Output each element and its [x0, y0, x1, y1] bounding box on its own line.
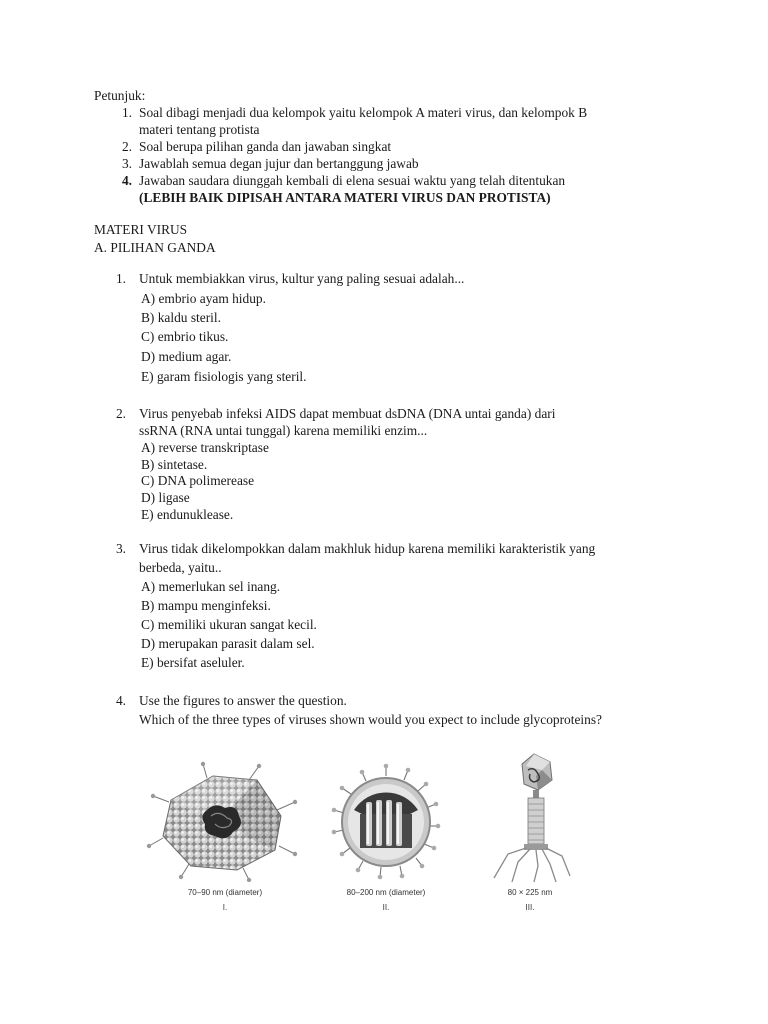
- question-text: Virus tidak dikelompokkan dalam makhluk hidup karena memiliki karakteristik yang: [139, 541, 596, 556]
- question-text: Untuk membiakkan virus, kultur yang paling sesuai adalah...: [139, 271, 465, 286]
- answer-option: D) merupakan parasit dalam sel.: [141, 636, 315, 651]
- bacteriophage-icon: [484, 750, 574, 884]
- adenovirus-icon: [145, 760, 305, 882]
- question-text: Use the figures to answer the question.: [139, 693, 347, 708]
- answer-option: B) sintetase.: [141, 457, 208, 472]
- answer-option: A) embrio ayam hidup.: [141, 291, 266, 306]
- instruction-emphasis: (LEBIH BAIK DIPISAH ANTARA MATERI VIRUS DAN PROTISTA): [139, 190, 551, 205]
- question-text: berbeda, yaitu..: [139, 560, 222, 575]
- instruction-text: Jawablah semua degan jujur dan bertanggung jawab: [139, 156, 419, 171]
- answer-option: A) reverse transkriptase: [141, 440, 269, 455]
- question-number: 2.: [115, 406, 126, 421]
- instructions-heading: Petunjuk:: [94, 88, 146, 103]
- answer-option: E) bersifat aseluler.: [141, 655, 245, 670]
- instruction-text: Jawaban saudara diunggah kembali di elena sesuai waktu yang telah ditentukan: [139, 173, 566, 188]
- section-subtitle: A. PILIHAN GANDA: [94, 240, 216, 255]
- answer-option: D) medium agar.: [141, 349, 232, 364]
- figure-roman-label: II.: [382, 903, 390, 912]
- figure-roman-label: I.: [222, 903, 228, 912]
- instruction-number: 3.: [121, 156, 132, 171]
- instruction-text: materi tentang protista: [139, 122, 260, 137]
- answer-option: E) endunuklease.: [141, 507, 234, 522]
- question-text: Which of the three types of viruses shown would you expect to include glycoproteins?: [139, 712, 602, 727]
- section-title: MATERI VIRUS: [94, 222, 188, 237]
- question-text: Virus penyebab infeksi AIDS dapat membuat dsDNA (DNA untai ganda) dari: [139, 406, 556, 421]
- answer-option: E) garam fisiologis yang steril.: [141, 369, 307, 384]
- instruction-number: 2.: [121, 139, 132, 154]
- answer-option: A) memerlukan sel inang.: [141, 579, 281, 594]
- answer-option: B) mampu menginfeksi.: [141, 598, 271, 613]
- figure-size-label: 70–90 nm (diameter): [187, 888, 263, 897]
- question-number: 4.: [115, 693, 126, 708]
- instruction-number: 4.: [121, 173, 132, 188]
- figure-size-label: 80–200 nm (diameter): [346, 888, 426, 897]
- answer-option: B) kaldu steril.: [141, 310, 221, 325]
- question-text: ssRNA (RNA untai tunggal) karena memiliki enzim...: [139, 423, 428, 438]
- instruction-text: Soal berupa pilihan ganda dan jawaban singkat: [139, 139, 392, 154]
- question-number: 3.: [115, 541, 126, 556]
- answer-option: D) ligase: [141, 490, 190, 505]
- answer-option: C) embrio tikus.: [141, 329, 229, 344]
- instruction-text: Soal dibagi menjadi dua kelompok yaitu kelompok A materi virus, dan kelompok B: [139, 105, 588, 120]
- figure-roman-label: III.: [525, 903, 535, 912]
- figure-size-label: 80 × 225 nm: [507, 888, 553, 897]
- question-number: 1.: [115, 271, 126, 286]
- answer-option: C) memiliki ukuran sangat kecil.: [141, 617, 317, 632]
- answer-option: C) DNA polimerease: [141, 473, 255, 488]
- instruction-number: 1.: [121, 105, 132, 120]
- enveloped-virus-icon: [330, 762, 442, 882]
